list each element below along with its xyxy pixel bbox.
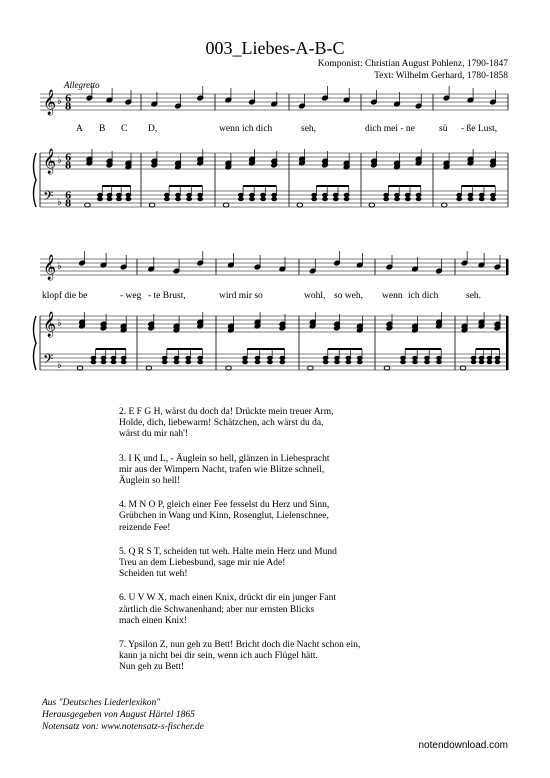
verses bbox=[119, 407, 439, 687]
time-signature-bottom: 8 bbox=[65, 102, 72, 113]
bass-note bbox=[223, 203, 229, 207]
lyric-syllable: wenn ich dich bbox=[219, 124, 273, 134]
left-hand-note bbox=[344, 193, 349, 197]
bass-note bbox=[441, 203, 447, 207]
verse-line: 2. E F G H, wärst du doch da! Drückte mein treuer Arm, bbox=[119, 407, 334, 417]
lyric-syllable: klopf die be bbox=[42, 291, 88, 301]
flat-icon: ♭ bbox=[57, 261, 62, 272]
left-hand-note bbox=[261, 193, 266, 197]
left-hand-note bbox=[176, 193, 181, 197]
left-hand-note bbox=[401, 360, 406, 364]
verse-line: Äuglein so hell! bbox=[119, 476, 181, 487]
left-hand-note bbox=[323, 356, 328, 360]
lyrics-system-2 bbox=[42, 290, 481, 301]
left-hand-note bbox=[121, 360, 126, 364]
lyricist-credit: Text: Wilhelm Gerhard, 1780-1858 bbox=[374, 71, 508, 81]
left-hand-note bbox=[457, 193, 462, 197]
lyric-syllable: - ße Lust, bbox=[461, 124, 498, 134]
verse-line: wärst du mir nah'! bbox=[119, 429, 188, 440]
source-line: Herausgegeben von August Härtel 1865 bbox=[42, 710, 195, 720]
time-signature-top: 6 bbox=[65, 153, 72, 164]
left-hand-note bbox=[405, 193, 410, 197]
bass-note bbox=[308, 366, 314, 370]
flat-icon: ♭ bbox=[57, 96, 62, 107]
left-hand-note bbox=[479, 197, 484, 201]
left-hand-note bbox=[117, 193, 122, 197]
treble-clef-icon: 𝄞 bbox=[43, 255, 57, 280]
left-hand-note bbox=[323, 193, 328, 197]
flat-icon: ♭ bbox=[57, 318, 62, 329]
left-hand-note bbox=[425, 356, 430, 360]
left-hand-note bbox=[413, 356, 418, 360]
composer-credit: Komponist: Christian August Pohlenz, 1790-1847 bbox=[317, 59, 508, 69]
verse bbox=[119, 593, 439, 627]
verse-line: reizende Fee! bbox=[119, 522, 171, 533]
lyric-syllable: D, bbox=[148, 124, 158, 134]
bass-clef-icon: 𝄢 bbox=[43, 351, 54, 370]
verse-line: mir aus der Wimpern Nacht, trafen wie Blitze schnell, bbox=[119, 464, 325, 475]
left-hand-note bbox=[186, 356, 191, 360]
left-hand-note bbox=[111, 356, 116, 360]
verse bbox=[119, 500, 439, 534]
left-hand-note bbox=[243, 356, 248, 360]
left-hand-note bbox=[261, 197, 266, 201]
verse-line: Nun geh zu Bett! bbox=[119, 662, 185, 673]
left-hand-note bbox=[479, 360, 484, 364]
piano-brace bbox=[34, 316, 37, 370]
left-hand-note bbox=[357, 360, 362, 364]
left-hand-note bbox=[174, 360, 179, 364]
left-hand-note bbox=[272, 197, 277, 201]
left-hand-note bbox=[401, 356, 406, 360]
left-hand-note bbox=[268, 356, 273, 360]
verse bbox=[119, 547, 439, 581]
left-hand-note bbox=[126, 197, 131, 201]
verse-line: Treu an dem Liebesbund, sage mir nie Ade! bbox=[119, 558, 286, 569]
left-hand-note bbox=[335, 360, 340, 364]
verse bbox=[119, 407, 439, 441]
left-hand-note bbox=[333, 197, 338, 201]
left-hand-note bbox=[186, 360, 191, 364]
verse-line: 4. M N O P, gleich einer Fee fesselst du Herz und Sinn, bbox=[119, 500, 330, 511]
treble-clef-icon: 𝄞 bbox=[43, 90, 57, 115]
left-hand-note bbox=[479, 193, 484, 197]
lyric-syllable: C bbox=[121, 124, 128, 134]
left-hand-note bbox=[346, 360, 351, 364]
flat-icon: ♭ bbox=[57, 197, 62, 208]
left-hand-note bbox=[395, 193, 400, 197]
verse-line: 3. I K und L, - Äuglein so hell, glänzen in Liebespracht bbox=[119, 453, 330, 464]
page-title: 003_Liebes-A-B-C bbox=[205, 38, 345, 58]
source-line: Aus "Deutsches Liederlexikon" bbox=[42, 698, 161, 708]
left-hand-note bbox=[107, 193, 112, 197]
left-hand-note bbox=[491, 193, 496, 197]
left-hand-note bbox=[101, 360, 106, 364]
left-hand-note bbox=[346, 356, 351, 360]
lyric-syllable: wohl, bbox=[304, 291, 326, 301]
lyric-syllable: - weg bbox=[120, 291, 142, 301]
left-hand-note bbox=[312, 193, 317, 197]
lyric-syllable: A bbox=[76, 124, 83, 134]
left-hand-note bbox=[357, 356, 362, 360]
left-hand-note bbox=[333, 193, 338, 197]
bass-note bbox=[77, 366, 83, 370]
tempo-marking: Allegretto bbox=[64, 80, 100, 90]
left-hand-note bbox=[384, 197, 389, 201]
left-hand-note bbox=[162, 360, 167, 364]
treble-clef-icon: 𝄞 bbox=[43, 312, 57, 337]
left-hand-note bbox=[416, 197, 421, 201]
lyric-syllable: wird mir so bbox=[219, 291, 263, 301]
time-signature-top: 6 bbox=[65, 191, 72, 202]
left-hand-note bbox=[111, 360, 116, 364]
lyric-syllable: ich dich bbox=[408, 291, 439, 301]
site-watermark: notendownload.com bbox=[418, 740, 508, 751]
left-hand-note bbox=[239, 197, 244, 201]
left-hand-note bbox=[165, 193, 170, 197]
left-hand-note bbox=[174, 356, 179, 360]
left-hand-note bbox=[198, 356, 203, 360]
left-hand-note bbox=[198, 360, 203, 364]
left-hand-note bbox=[101, 356, 106, 360]
final-barline bbox=[506, 259, 509, 275]
left-hand-note bbox=[471, 356, 476, 360]
treble-clef-icon: 𝄞 bbox=[43, 149, 57, 174]
left-hand-note bbox=[280, 360, 285, 364]
left-hand-note bbox=[243, 360, 248, 364]
bass-note bbox=[384, 366, 390, 370]
verse-line: 5. Q R S T, scheiden tut weh. Halte mein Herz und Mund bbox=[119, 546, 337, 557]
verse bbox=[119, 640, 439, 674]
left-hand-note bbox=[491, 197, 496, 201]
bass-note bbox=[226, 366, 232, 370]
lyric-syllable: so weh, bbox=[334, 291, 364, 301]
bass-note bbox=[460, 366, 466, 370]
time-signature-top: 6 bbox=[65, 94, 72, 105]
bass-note bbox=[149, 203, 155, 207]
left-hand-note bbox=[395, 197, 400, 201]
source-note bbox=[42, 697, 204, 733]
lyrics-system-1 bbox=[76, 123, 497, 134]
bass-note bbox=[297, 203, 303, 207]
left-hand-note bbox=[323, 360, 328, 364]
verse-line: Holde, dich, liebewarm! Schätzchen, ach wärst du da, bbox=[119, 418, 324, 429]
lyric-syllable: - te Brust, bbox=[148, 291, 186, 301]
left-hand-note bbox=[91, 360, 96, 364]
left-hand-note bbox=[198, 197, 203, 201]
left-hand-note bbox=[487, 356, 492, 360]
left-hand-note bbox=[255, 360, 260, 364]
verse-line: Grübchen in Wang und Kinn, Rosenglut, Lielenschnee, bbox=[119, 511, 329, 522]
time-signature-bottom: 8 bbox=[65, 161, 72, 172]
left-hand-note bbox=[468, 193, 473, 197]
left-hand-note bbox=[250, 197, 255, 201]
verse-line: Scheiden tut weh! bbox=[119, 569, 188, 580]
lyric-syllable: sü bbox=[439, 124, 448, 134]
left-hand-note bbox=[437, 356, 442, 360]
left-hand-note bbox=[344, 197, 349, 201]
lyric-syllable: B bbox=[99, 124, 106, 134]
left-hand-note bbox=[165, 197, 170, 201]
source-line: Notensatz von: www.notensatz-s-fischer.de bbox=[42, 722, 204, 732]
left-hand-note bbox=[126, 193, 131, 197]
left-hand-note bbox=[457, 197, 462, 201]
lyric-syllable: seh, bbox=[301, 124, 317, 134]
left-hand-note bbox=[437, 360, 442, 364]
left-hand-note bbox=[312, 197, 317, 201]
left-hand-note bbox=[323, 197, 328, 201]
left-hand-note bbox=[162, 356, 167, 360]
left-hand-note bbox=[98, 197, 103, 201]
left-hand-note bbox=[107, 197, 112, 201]
lyric-syllable: seh. bbox=[466, 291, 482, 301]
piano-brace bbox=[34, 153, 37, 207]
left-hand-note bbox=[98, 193, 103, 197]
left-hand-note bbox=[405, 197, 410, 201]
left-hand-note bbox=[239, 193, 244, 197]
final-barline bbox=[506, 316, 509, 370]
left-hand-note bbox=[335, 356, 340, 360]
verse-line: kann ja nicht bei dir sein, wenn ich auch Flügel hätt. bbox=[119, 651, 318, 662]
left-hand-note bbox=[479, 356, 484, 360]
left-hand-note bbox=[495, 356, 500, 360]
verse-line: mach einen Knix! bbox=[119, 615, 188, 626]
left-hand-note bbox=[471, 360, 476, 364]
lyric-syllable: dich mei - ne bbox=[365, 124, 415, 134]
left-hand-note bbox=[198, 193, 203, 197]
left-hand-note bbox=[268, 360, 273, 364]
flat-icon: ♭ bbox=[57, 155, 62, 166]
verse-line: 7. Ypsilon Z, nun geh zu Bett! Bricht doch die Nacht schon ein, bbox=[119, 640, 361, 651]
flat-icon: ♭ bbox=[57, 360, 62, 371]
left-hand-note bbox=[468, 197, 473, 201]
time-signature-bottom: 8 bbox=[65, 199, 72, 210]
left-hand-note bbox=[413, 360, 418, 364]
left-hand-note bbox=[121, 356, 126, 360]
left-hand-note bbox=[280, 356, 285, 360]
verse bbox=[119, 454, 439, 488]
left-hand-note bbox=[250, 193, 255, 197]
bass-note bbox=[85, 203, 91, 207]
left-hand-note bbox=[384, 193, 389, 197]
left-hand-note bbox=[425, 360, 430, 364]
verse-line: 6. U V W X, mach einen Knix, drückt dir ein junger Fant bbox=[119, 593, 336, 604]
verse-line: zärtlich die Schwanenhand; aber nur ernsten Blicks bbox=[119, 604, 315, 615]
left-hand-note bbox=[255, 356, 260, 360]
left-hand-note bbox=[187, 193, 192, 197]
left-hand-note bbox=[487, 360, 492, 364]
left-hand-note bbox=[91, 356, 96, 360]
left-hand-note bbox=[272, 193, 277, 197]
left-hand-note bbox=[416, 193, 421, 197]
left-hand-note bbox=[187, 197, 192, 201]
bass-clef-icon: 𝄢 bbox=[43, 188, 54, 207]
left-hand-note bbox=[117, 197, 122, 201]
left-hand-note bbox=[495, 360, 500, 364]
lyric-syllable: wenn bbox=[382, 291, 403, 301]
bass-note bbox=[146, 366, 152, 370]
bass-note bbox=[369, 203, 375, 207]
left-hand-note bbox=[176, 197, 181, 201]
